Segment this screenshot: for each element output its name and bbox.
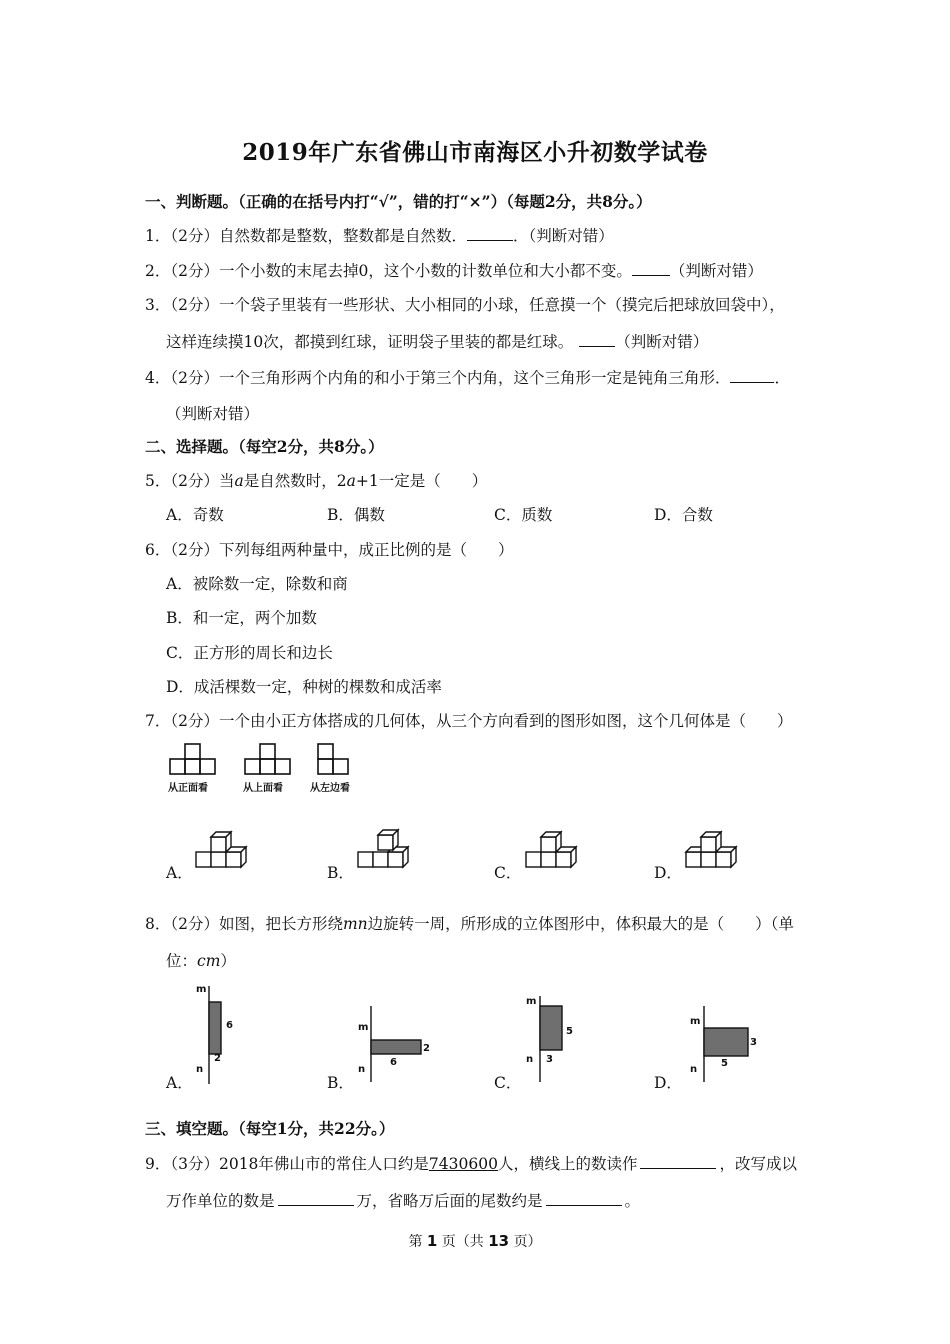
- question-6: 6．（2分）下列每组两种量中，成正比例的是（ ）: [145, 541, 514, 559]
- question-1-text: 1．（2分）自然数都是整数，整数都是自然数．: [145, 227, 467, 245]
- label-height: 2: [423, 1043, 430, 1054]
- page-title: 2019年广东省佛山市南海区小升初数学试卷: [242, 139, 708, 166]
- question-1-tail: ．（判断对错）: [512, 227, 614, 245]
- question-9-post: ，改写成以: [719, 1155, 797, 1173]
- answer-blank[interactable]: [467, 226, 513, 241]
- page-footer: [0, 1231, 950, 1251]
- section-2-heading: 二、选择题。（每空2分，共8分。）: [145, 437, 384, 456]
- footer-prefix: 第: [408, 1234, 423, 1250]
- q7-option-a-solid[interactable]: [194, 826, 254, 874]
- section-3-heading: 三、填空题。（每空1分，共22分。）: [145, 1119, 395, 1138]
- question-2-text: 2．（2分）一个小数的末尾去掉0，这个小数的计数单位和大小都不变。: [145, 262, 632, 280]
- top-view-figure: [243, 742, 293, 776]
- question-5-pre: 5．（2分）当: [145, 472, 235, 490]
- q8-option-c[interactable]: C．: [494, 1074, 522, 1092]
- population-number: 7430600: [428, 1155, 498, 1173]
- page-number: 1: [426, 1232, 438, 1250]
- answer-blank[interactable]: [579, 332, 615, 347]
- q8-option-a[interactable]: A．: [166, 1074, 193, 1092]
- label-n: n: [358, 1064, 366, 1075]
- q7-option-a[interactable]: A．: [166, 864, 193, 882]
- unit-suffix: ）: [220, 952, 236, 970]
- question-5-mid: 是自然数时，2: [243, 472, 347, 490]
- answer-blank[interactable]: [640, 1154, 716, 1169]
- question-4-tail: ．: [774, 369, 790, 387]
- question-4-line-1: [145, 366, 790, 388]
- q7-option-b[interactable]: B．: [327, 864, 354, 882]
- left-view-figure: [314, 742, 354, 776]
- answer-blank[interactable]: [546, 1191, 622, 1206]
- q7-option-d[interactable]: D．: [654, 864, 682, 882]
- q8-option-c-rectangle[interactable]: [524, 994, 584, 1084]
- label-m: m: [526, 996, 537, 1007]
- question-1: [145, 224, 614, 246]
- q6-option-b[interactable]: B．和一定，两个加数: [166, 609, 317, 627]
- label-n: n: [690, 1064, 698, 1075]
- question-9-mid: 人，横线上的数读作: [497, 1155, 638, 1173]
- question-4-text: 4．（2分）一个三角形两个内角的和小于第三个内角，这个三角形一定是钝角三角形．: [145, 369, 731, 387]
- answer-blank[interactable]: [730, 368, 774, 383]
- question-4-line-2: （判断对错）: [166, 405, 260, 423]
- q7-option-c[interactable]: C．: [494, 864, 522, 882]
- front-view-figure: [168, 742, 218, 776]
- label-width: 3: [546, 1054, 553, 1065]
- question-5-post: +1一定是（ ）: [355, 472, 488, 490]
- question-2-tail: （判断对错）: [669, 262, 763, 280]
- q6-option-c[interactable]: C．正方形的周长和边长: [166, 644, 333, 662]
- footer-suffix: 页）: [513, 1234, 542, 1250]
- unit-cm: cm: [197, 952, 221, 970]
- label-width: 2: [214, 1053, 221, 1064]
- label-height: 3: [750, 1037, 757, 1048]
- label-n: n: [526, 1054, 534, 1065]
- answer-blank[interactable]: [632, 261, 670, 276]
- answer-blank[interactable]: [278, 1191, 354, 1206]
- question-8-line-2: [166, 949, 236, 971]
- q7-option-b-solid[interactable]: [356, 826, 416, 874]
- label-m: m: [358, 1022, 369, 1033]
- total-pages: 13: [488, 1232, 510, 1250]
- label-n: n: [196, 1064, 204, 1075]
- question-9-part-c: 。: [624, 1192, 641, 1210]
- variable-a: a: [234, 472, 244, 490]
- front-view-caption: 从正面看: [168, 783, 208, 794]
- q8-option-d[interactable]: D．: [654, 1074, 682, 1092]
- label-height: 6: [226, 1020, 233, 1031]
- question-8-line-1: [145, 912, 794, 934]
- question-9-pre: 9．（3分）2018年佛山市的常住人口约是: [145, 1155, 429, 1173]
- label-m: m: [690, 1016, 701, 1027]
- question-3-text: 这样连续摸10次，都摸到红球，证明袋子里装的都是红球。: [166, 333, 574, 351]
- variable-mn: mn: [342, 915, 368, 933]
- left-view-caption: 从左边看: [310, 783, 350, 794]
- question-3-line-2: [166, 330, 708, 352]
- question-7: 7．（2分）一个由小正方体搭成的几何体，从三个方向看到的图形如图，这个几何体是（ ）: [145, 712, 793, 730]
- q8-option-b[interactable]: B．: [327, 1074, 354, 1092]
- question-3-tail: （判断对错）: [615, 333, 709, 351]
- q6-option-a[interactable]: A．被除数一定，除数和商: [166, 575, 348, 593]
- q5-option-c[interactable]: C．质数: [494, 506, 553, 524]
- label-width: 5: [721, 1058, 728, 1069]
- question-9-line-2: [166, 1189, 640, 1211]
- label-height: 5: [566, 1026, 573, 1037]
- question-8-pre: 8．（2分）如图，把长方形绕: [145, 915, 343, 933]
- label-width: 6: [390, 1057, 397, 1068]
- question-8-post: 边旋转一周，所形成的立体图形中，体积最大的是（ ）（单: [367, 915, 794, 933]
- unit-prefix: 位：: [166, 952, 198, 970]
- q7-option-d-solid[interactable]: [684, 826, 744, 874]
- section-1-heading: 一、判断题。（正确的在括号内打“√”，错的打“×”）（每题2分，共8分。）: [145, 192, 652, 211]
- top-view-caption: 从上面看: [243, 783, 283, 794]
- footer-mid: 页（共: [441, 1234, 484, 1250]
- question-9-line-1: [145, 1152, 797, 1174]
- q5-option-d[interactable]: D．合数: [654, 506, 713, 524]
- question-9-part-b: 万，省略万后面的尾数约是: [356, 1192, 543, 1210]
- question-3-line-1: 3．（2分）一个袋子里装有一些形状、大小相同的小球，任意摸一个（摸完后把球放回袋中），: [145, 296, 785, 314]
- q6-option-d[interactable]: D．成活棵数一定，种树的棵数和成活率: [166, 678, 442, 696]
- variable-a: a: [346, 472, 356, 490]
- q7-option-c-solid[interactable]: [524, 826, 584, 874]
- question-2: [145, 259, 763, 281]
- q5-option-b[interactable]: B．偶数: [327, 506, 385, 524]
- label-m: m: [196, 984, 207, 995]
- q5-option-a[interactable]: A．奇数: [166, 506, 224, 524]
- question-5: [145, 469, 487, 491]
- question-9-part-a: 万作单位的数是: [166, 1192, 275, 1210]
